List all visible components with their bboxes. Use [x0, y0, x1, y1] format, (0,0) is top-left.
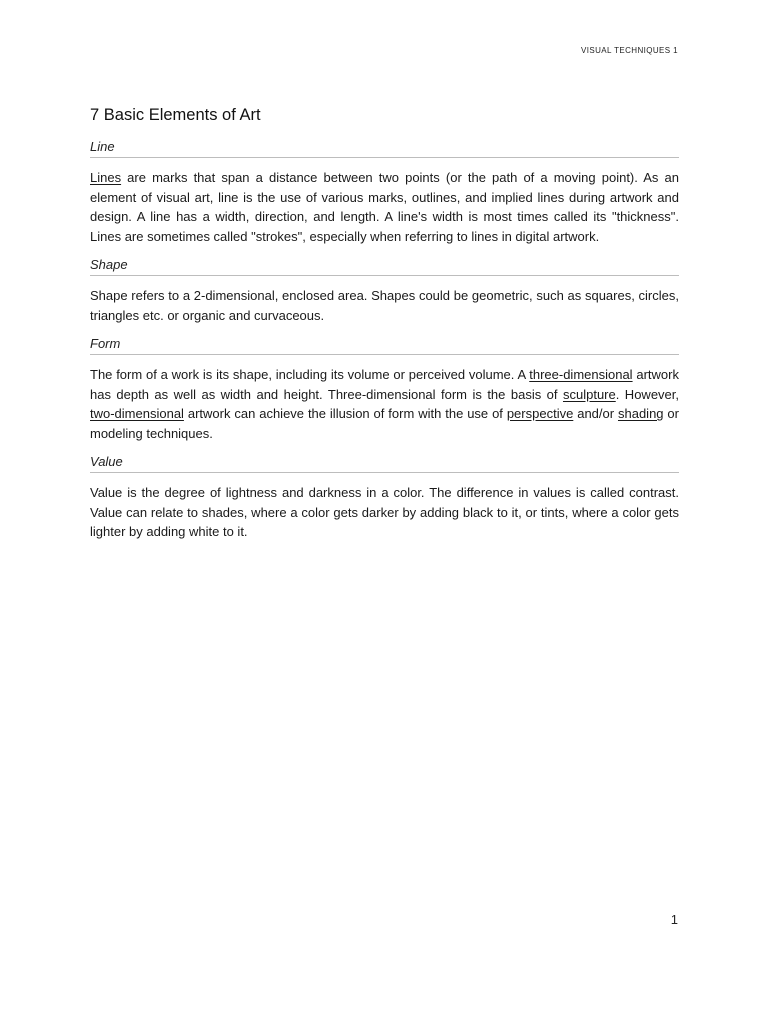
page-content — [90, 106, 679, 553]
section-body-form — [90, 365, 679, 443]
form-text-3: . However, — [615, 386, 679, 402]
form-text-2: artwork has depth as well as width and height. Three-dimensional form is the basis of — [90, 367, 679, 402]
form-text-5: and/or — [573, 406, 618, 421]
link-two-dimensional[interactable]: two-dimensional — [90, 406, 184, 421]
link-perspective[interactable]: perspective — [506, 406, 574, 421]
section-body-shape: Shape refers to a 2-dimensional, enclosed area. Shapes could be geometric, such as squares, circles, triangles etc. or organic and curvaceous. — [90, 288, 679, 323]
section-body-value: Value is the degree of lightness and darkness in a color. The difference in values is called contrast. Value can relate to shades, where a color gets darker by adding black to it, or tints, where a color gets lighter by adding white to it. — [90, 485, 679, 539]
link-three-dimensional[interactable]: three-dimensional — [529, 367, 633, 382]
section-heading-value: Value — [90, 454, 679, 473]
section-heading-shape: Shape — [90, 257, 679, 276]
page-number: 1 — [670, 912, 678, 927]
line-body-text: are marks that span a distance between two points (or the path of a moving point). As an element of visual art, line is the use of various marks, outlines, and implied lines during artwork and design. A line has a width, direction, and length. A line's width is most times called its "thickness". Lines are sometimes called "strokes", especially when referring to lines in digital artwork. — [90, 170, 679, 244]
form-text-1: The form of a work is its shape, including its volume or perceived volume. A — [90, 367, 530, 382]
section-heading-form: Form — [90, 336, 679, 355]
link-sculpture[interactable]: sculpture — [562, 386, 616, 402]
link-lines[interactable]: Lines — [90, 170, 122, 185]
form-text-6: or modeling techniques. — [90, 406, 679, 441]
link-shading[interactable]: shading — [617, 406, 664, 421]
form-text-4: artwork can achieve the illusion of form with the use of — [183, 406, 507, 421]
section-body-line — [90, 168, 679, 246]
section-heading-line: Line — [90, 139, 679, 158]
running-header: VISUAL TECHNIQUES 1 — [581, 46, 678, 55]
document-title: 7 Basic Elements of Art — [90, 106, 261, 124]
